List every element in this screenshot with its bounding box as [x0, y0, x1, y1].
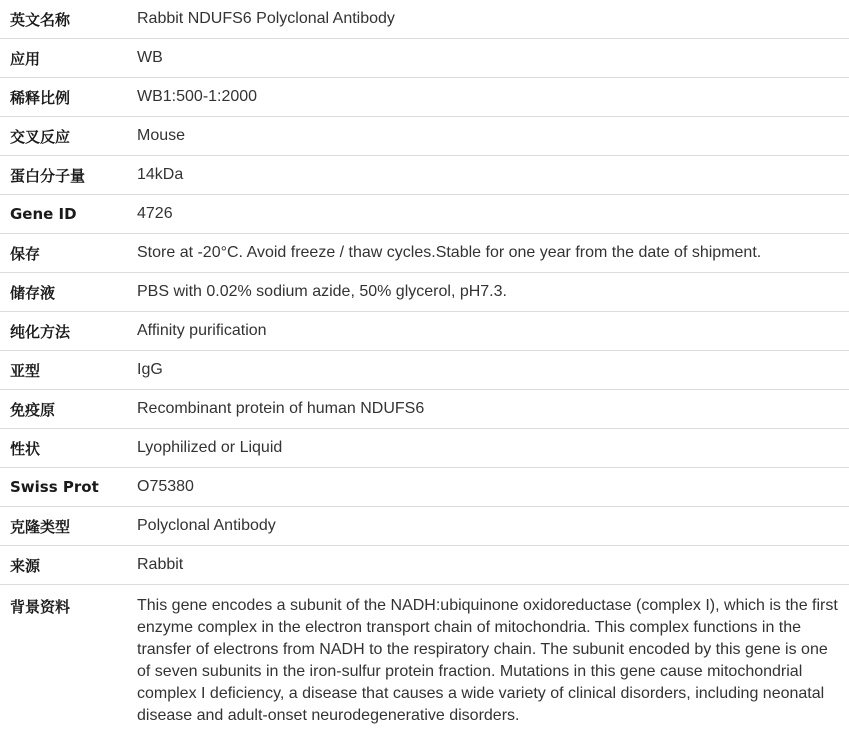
spec-row-isotype [0, 351, 849, 390]
spec-row-gene-id [0, 195, 849, 234]
spec-row-swiss-prot [0, 468, 849, 507]
row-value: Recombinant protein of human NDUFS6 [137, 400, 425, 417]
spec-row-form [0, 429, 849, 468]
row-label: 储存液 [10, 283, 56, 302]
spec-row-purification [0, 312, 849, 351]
row-value: 4726 [137, 205, 173, 222]
row-value: Mouse [137, 127, 186, 144]
spec-row-english-name [0, 0, 849, 39]
row-value: Affinity purification [137, 322, 267, 339]
row-value: Polyclonal Antibody [137, 517, 276, 534]
row-label: 性状 [10, 439, 41, 458]
row-value: O75380 [137, 478, 194, 495]
spec-row-clonality [0, 507, 849, 546]
row-label: 保存 [10, 244, 41, 263]
row-value: PBS with 0.02% sodium azide, 50% glycerol, pH7.3. [137, 283, 507, 300]
row-value: 14kDa [137, 166, 184, 183]
row-label: 背景资料 [10, 598, 71, 616]
row-label: 亚型 [10, 361, 41, 380]
row-value: WB1:500-1:2000 [137, 88, 258, 105]
row-label: 克隆类型 [10, 517, 71, 536]
spec-row-host [0, 546, 849, 585]
row-value: Store at -20°C. Avoid freeze / thaw cycles.Stable for one year from the date of shipment. [137, 244, 762, 261]
row-value: IgG [137, 361, 163, 378]
spec-row-cross-reactivity [0, 117, 849, 156]
row-label: 应用 [10, 49, 41, 68]
row-label: 交叉反应 [10, 127, 71, 146]
row-value: Lyophilized or Liquid [137, 439, 283, 456]
row-label: 纯化方法 [10, 322, 71, 341]
spec-row-molecular-weight [0, 156, 849, 195]
spec-row-background [0, 585, 849, 734]
spec-row-buffer [0, 273, 849, 312]
row-value: WB [137, 49, 163, 66]
row-label: 稀释比例 [10, 88, 71, 107]
spec-row-immunogen [0, 390, 849, 429]
row-label: Swiss Prot [10, 478, 99, 496]
row-label: Gene ID [10, 205, 77, 223]
row-label: 免疫原 [10, 400, 56, 419]
row-label: 英文名称 [10, 10, 71, 29]
row-label: 蛋白分子量 [10, 166, 86, 185]
row-label: 来源 [10, 556, 41, 575]
spec-row-application [0, 39, 849, 78]
row-value: Rabbit NDUFS6 Polyclonal Antibody [137, 10, 395, 27]
row-value: This gene encodes a subunit of the NADH:ubiquinone oxidoreductase (complex I), which is the first enzyme complex in the electron transport chain of mitochondria. This complex functions in the transfer of electrons from NADH to the respiratory chain. The subunit encoded by this gene is one of seven subunits in the iron-sulfur protein fraction. Mutations in this gene cause mitochondrial complex I deficiency, a disease that causes a wide variety of clinical disorders, including neonatal disease and adult-onset neurodegenerative disorders. [137, 597, 838, 724]
row-value: Rabbit [137, 556, 184, 573]
spec-row-storage [0, 234, 849, 273]
spec-row-dilution [0, 78, 849, 117]
